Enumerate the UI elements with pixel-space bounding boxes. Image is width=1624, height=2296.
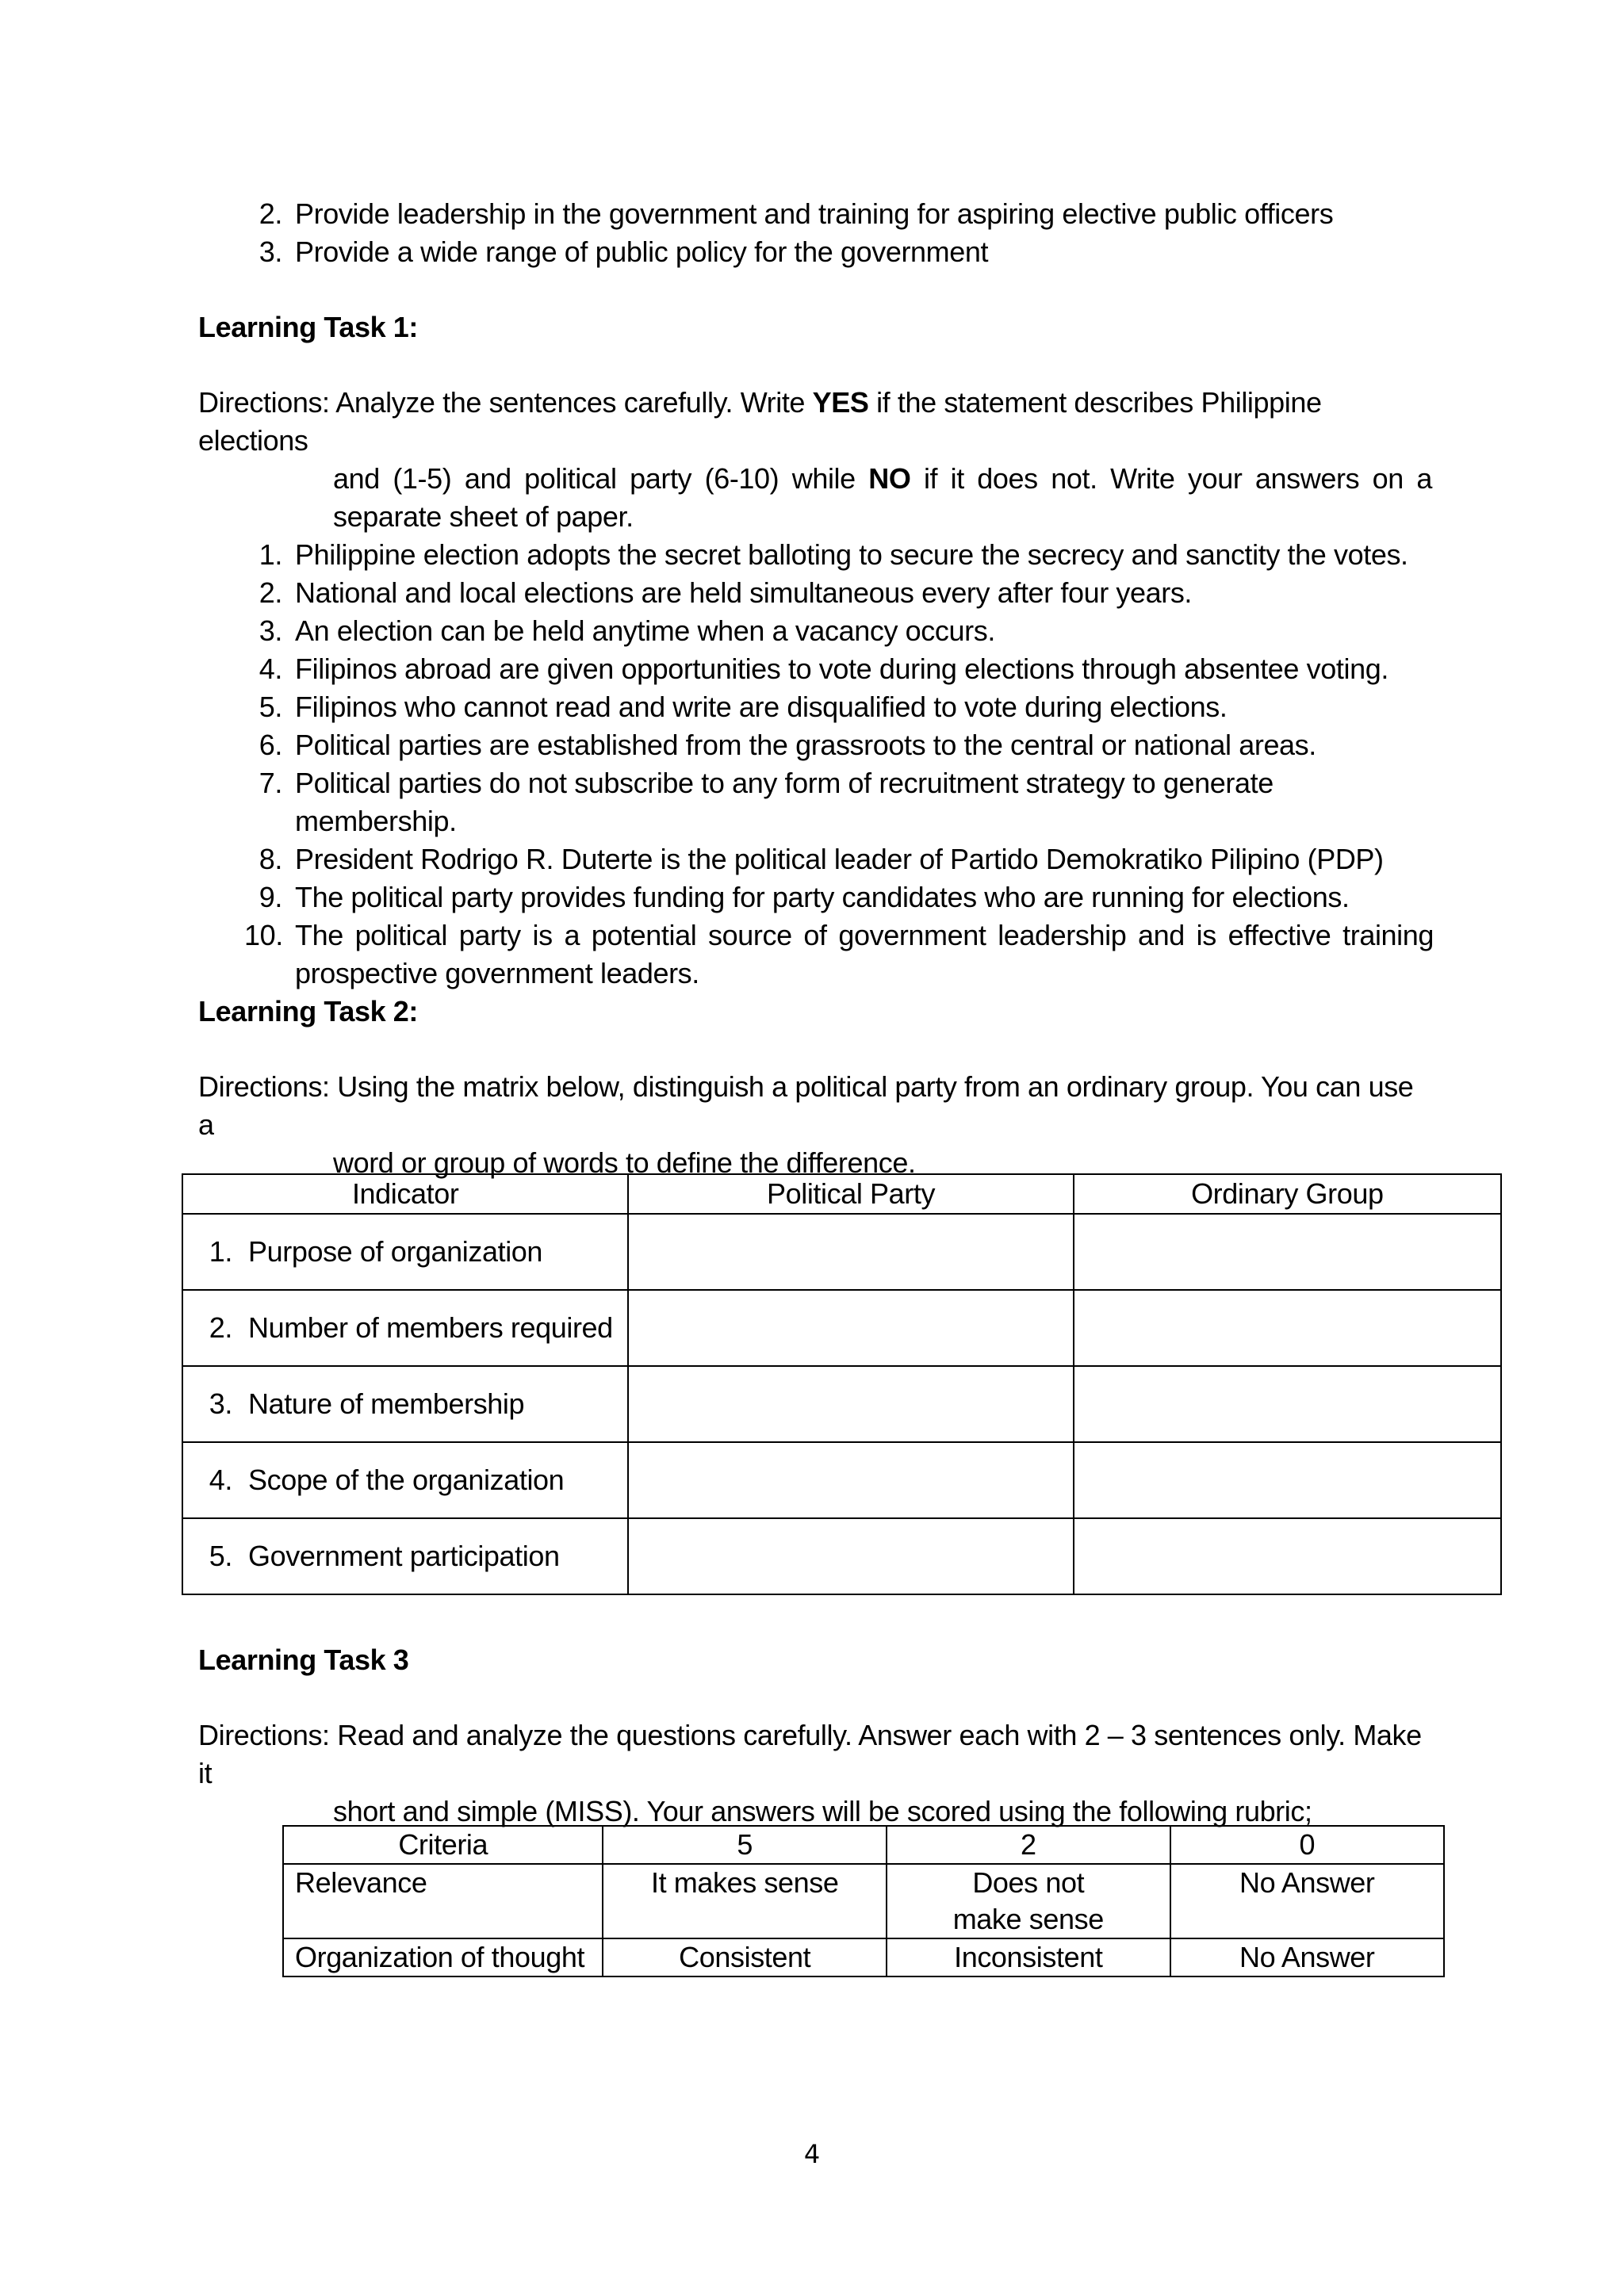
score-5-cell: Consistent xyxy=(603,1938,887,1976)
page-number: 4 xyxy=(803,2139,821,2169)
column-header: Ordinary Group xyxy=(1074,1174,1501,1214)
list-item: 1. Philippine election adopts the secret balloting to secure the secrecy and sanctity the votes. xyxy=(259,538,1408,571)
scoring-rubric xyxy=(282,1825,1445,1977)
score-2-cell: Does not make sense xyxy=(887,1864,1170,1938)
column-header: Criteria xyxy=(283,1826,603,1864)
list-item: 2. National and local elections are held simultaneous every after four years. xyxy=(259,576,1193,609)
table-row xyxy=(283,1864,1444,1938)
score-0-cell: No Answer xyxy=(1170,1864,1444,1938)
directions-label: Directions: xyxy=(198,1070,330,1103)
column-header: 5 xyxy=(603,1826,887,1864)
ordinary-group-answer-cell[interactable] xyxy=(1074,1214,1501,1290)
list-item: 2. Provide leadership in the government and training for aspiring elective public officers xyxy=(259,197,1334,230)
task2-heading: Learning Task 2: xyxy=(198,995,419,1027)
indicator-cell: 2. Number of members required xyxy=(182,1290,628,1366)
column-header: 0 xyxy=(1170,1826,1444,1864)
table-header-row xyxy=(283,1826,1444,1864)
directions-label: Directions: xyxy=(198,1719,330,1751)
score-2-cell: Inconsistent xyxy=(887,1938,1170,1976)
column-header: 2 xyxy=(887,1826,1170,1864)
criteria-cell: Organization of thought xyxy=(283,1938,603,1976)
score-5-cell: It makes sense xyxy=(603,1864,887,1938)
task3-heading: Learning Task 3 xyxy=(198,1644,409,1676)
political-party-answer-cell[interactable] xyxy=(628,1366,1073,1442)
task1-list xyxy=(244,536,1434,993)
list-item: 3. An election can be held anytime when a vacancy occurs. xyxy=(259,614,995,647)
political-party-answer-cell[interactable] xyxy=(628,1518,1073,1594)
comparison-matrix xyxy=(182,1173,1502,1595)
ordinary-group-answer-cell[interactable] xyxy=(1074,1366,1501,1442)
list-item: 3. Provide a wide range of public policy for the government xyxy=(259,235,989,268)
task2-directions: Directions: Using the matrix below, distinguish a political party from an ordinary group. You can use a word or group of words to define the difference. xyxy=(198,1070,1414,1179)
indicator-cell: 1. Purpose of organization xyxy=(182,1214,628,1290)
list-item: 10. The political party is a potential source of government leadership and is effective training prospective government leaders. xyxy=(244,919,1434,989)
task1-directions: Directions: Analyze the sentences carefully. Write YES if the statement describes Philippine elections and (1-5) and political party (6-10) while NO if it does not. Write your answers on a separate sheet of paper. xyxy=(198,386,1432,533)
task3-directions: Directions: Read and analyze the questions carefully. Answer each with 2 – 3 sentences only. Make it short and simple (MISS). Your answers will be scored using the following rubric; xyxy=(198,1719,1422,1827)
ordinary-group-answer-cell[interactable] xyxy=(1074,1518,1501,1594)
table-row xyxy=(182,1214,1501,1290)
list-item: 4. Filipinos abroad are given opportunities to vote during elections through absentee voting. xyxy=(259,652,1388,685)
table-row xyxy=(182,1290,1501,1366)
list-item: 5. Filipinos who cannot read and write are disqualified to vote during elections. xyxy=(259,691,1228,723)
score-0-cell: No Answer xyxy=(1170,1938,1444,1976)
task1-heading: Learning Task 1: xyxy=(198,311,419,343)
political-party-answer-cell[interactable] xyxy=(628,1442,1073,1518)
table-row xyxy=(182,1366,1501,1442)
table-row xyxy=(182,1518,1501,1594)
list-item: 7. Political parties do not subscribe to any form of recruitment strategy to generate membership. xyxy=(259,767,1274,837)
political-party-answer-cell[interactable] xyxy=(628,1214,1073,1290)
indicator-cell: 3. Nature of membership xyxy=(182,1366,628,1442)
ordinary-group-answer-cell[interactable] xyxy=(1074,1290,1501,1366)
criteria-cell: Relevance xyxy=(283,1864,603,1938)
table-row xyxy=(283,1938,1444,1976)
intro-list xyxy=(244,195,1333,271)
indicator-cell: 4. Scope of the organization xyxy=(182,1442,628,1518)
indicator-cell: 5. Government participation xyxy=(182,1518,628,1594)
list-item: 6. Political parties are established from the grassroots to the central or national areas. xyxy=(259,729,1316,761)
table-header-row xyxy=(182,1174,1501,1214)
table-row xyxy=(182,1442,1501,1518)
column-header: Indicator xyxy=(182,1174,628,1214)
political-party-answer-cell[interactable] xyxy=(628,1290,1073,1366)
column-header: Political Party xyxy=(628,1174,1073,1214)
ordinary-group-answer-cell[interactable] xyxy=(1074,1442,1501,1518)
list-item: 8. President Rodrigo R. Duterte is the political leader of Partido Demokratiko Pilipino (PDP) xyxy=(259,843,1384,875)
list-item: 9. The political party provides funding for party candidates who are running for elections. xyxy=(259,881,1350,913)
directions-label: Directions: xyxy=(198,386,330,419)
